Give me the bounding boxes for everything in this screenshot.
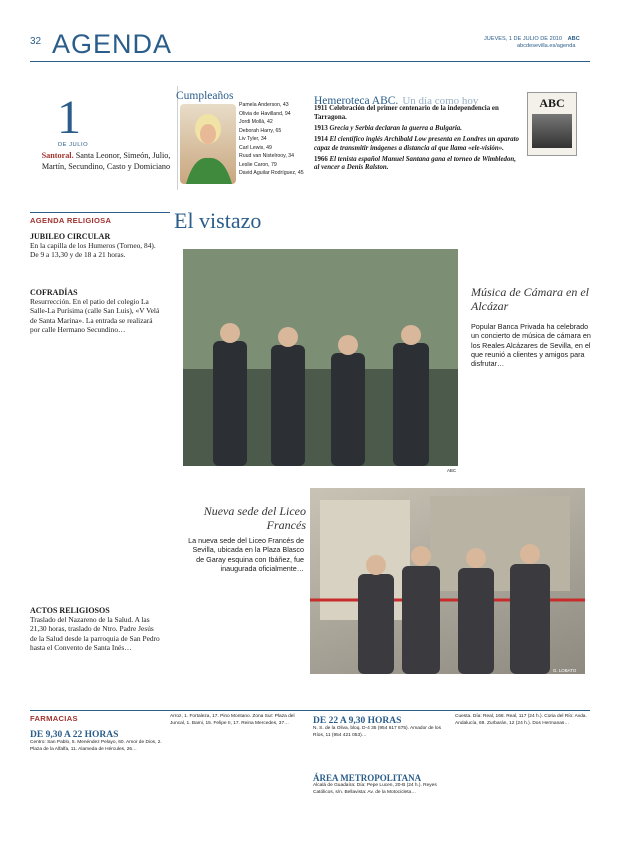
- birthday-item: Leslie Caron, 79: [239, 161, 277, 168]
- farmacias-title: FARMACIAS: [30, 714, 78, 723]
- birthday-item: Deborah Harry, 65: [239, 127, 282, 134]
- ribbon-photo-icon: [310, 488, 585, 674]
- hemeroteca-entry: [314, 125, 522, 134]
- farmacias-col4-text: Cuesta. Día: Real, 168. Real, 117 (24 h.). Coria del Río: Avda. Andalucía, 69. Zurbarán, 12 (24 h.). Dos Hermanas…: [455, 714, 587, 726]
- jubileo-text: En la capilla de los Humeros (Torneo, 84). De 9 a 13,30 y de 18 a 21 horas.: [30, 241, 156, 260]
- birthday-item: Liv Tyler, 34: [239, 136, 267, 142]
- section-title: AGENDA: [52, 29, 173, 59]
- clipping-logo: ABC: [539, 96, 565, 110]
- portrait-icon: [180, 104, 236, 184]
- farmacias-col1: [30, 730, 165, 753]
- hemeroteca-year: 1913: [314, 124, 328, 132]
- story1-text: Popular Banca Privada ha celebrado un concierto de música de cámara en los Reales Alcázares de Sevilla, en el que reunió a clientes y amigos para disfrutar…: [471, 322, 591, 369]
- cofradias-text: Resurrección. En el patio del colegio La Salle-La Purísima (calle San Luis), «V Velá de Santa Marina». La entrada se realizará por calle Hermano Secundino…: [30, 297, 160, 335]
- birthday-item: Carl Lewis, 49: [239, 144, 272, 151]
- header-rule: [30, 61, 590, 62]
- liceo-photo: [310, 488, 585, 674]
- clipping-photo: [532, 114, 572, 148]
- saints-label: Santoral.: [41, 151, 74, 160]
- hemeroteca-year: 1966: [314, 155, 328, 163]
- saints-text: Santa Leonor, Simeón, Julio, Martín, Secundino, Casto y Domiciano: [41, 151, 171, 171]
- hemeroteca-entry: [314, 136, 522, 154]
- farmacias-heading-metro: ÁREA METROPOLITANA: [313, 773, 422, 784]
- birthday-item: David Aguilar Rodríguez, 45: [239, 170, 304, 176]
- birthday-item: Pamela Anderson, 43: [239, 102, 289, 108]
- hemeroteca-text: Celebración del primer centenario de la independencia en Tarragona.: [314, 105, 499, 121]
- hemeroteca-entry: [314, 156, 522, 174]
- hemeroteca-year: 1914: [314, 135, 328, 143]
- birthday-list: [239, 101, 317, 178]
- birthday-item: Jordi Mollà, 42: [239, 119, 273, 125]
- birthday-item: Ruud van Nistelrooy, 34: [239, 153, 294, 159]
- farmacias-col3: [313, 716, 449, 796]
- farmacias-col3-text: N. S. de la Oliva, bloq. D-4 35 (954 617 675). Amador de los Ríos, 11 (954 421 053)…: [313, 726, 441, 738]
- farmacias-rule: [30, 710, 590, 711]
- jubileo-label: JUBILEO CIRCULAR: [30, 232, 111, 241]
- birthday-photo: [180, 104, 236, 184]
- jubileo-block: [30, 232, 162, 260]
- actos-block: [30, 606, 162, 653]
- farmacias-heading-night: DE 22 A 9,30 HORAS: [313, 716, 402, 726]
- story2-title: Nueva sede del Liceo Francés: [203, 504, 306, 532]
- agenda-section-title: AGENDA RELIGIOSA: [30, 216, 112, 225]
- saints-block: [38, 151, 174, 172]
- hemeroteca-entry: [314, 105, 522, 123]
- cofradias-label: COFRADÍAS: [30, 288, 78, 297]
- date-line: [484, 36, 580, 42]
- hemeroteca-list: [314, 105, 522, 173]
- agenda-top-rule: [30, 212, 170, 213]
- actos-text: Traslado del Nazareno de la Salud. A las 21,30 horas, traslado de Ntro. Padre Jesús de la Salud desde la parroquia de San Pedro hasta el Convento de Santa Inés…: [30, 615, 160, 653]
- header-paper: ABC: [567, 36, 580, 42]
- farmacias-col3-text2: Alcalá de Guadaíra: Día: Pepe Lucen, 20-B (24 h.). Reyes Católicos, s/n. Bellavista: Av. de la Motocicleta…: [313, 783, 437, 795]
- farmacias-col2: [170, 714, 306, 727]
- hemeroteca-text: Grecia y Serbia declaran la guerra a Bulgaria.: [329, 124, 462, 132]
- hemeroteca-year: 1911: [314, 105, 328, 112]
- hemeroteca-subtitle: Un día como hoy: [402, 95, 479, 107]
- hemeroteca-text: El tenista español Manuel Santana gana el torneo de Wimbledon, al vencer a Denis Ralston.: [314, 155, 516, 172]
- page-number: 32: [30, 36, 42, 47]
- birthdays-title: Cumpleaños: [176, 90, 234, 102]
- farmacias-heading-day: DE 9,30 A 22 HORAS: [30, 730, 119, 740]
- concert-photo-credit: ABC: [447, 468, 457, 473]
- farmacias-col1-text: Centro: San Pablo, 5. Menéndez Pelayo, 60. Amor de Dios, 2. Plaza de la Alfalfa, 11. Alameda de Hércules, 26…: [30, 740, 162, 752]
- actos-label: ACTOS RELIGIOSOS: [30, 606, 110, 615]
- birthday-item: Olivia de Havilland, 94: [239, 110, 291, 117]
- date-day: 1: [57, 91, 81, 144]
- hemeroteca-text: El científico inglés Archibald Low presenta en Londres un aparato capaz de transmitir imágenes a distancia al que llama «ele-visión».: [314, 135, 519, 152]
- liceo-photo-credit: G. LOBATO: [553, 668, 577, 673]
- date-month: DE JULIO: [58, 142, 89, 148]
- vistazo-title: El vistazo: [174, 208, 262, 233]
- header-date: JUEVES, 1 DE JULIO DE 2010: [484, 36, 563, 42]
- header-url[interactable]: abcdesevilla.es/agenda: [517, 43, 576, 49]
- cofradias-block: [30, 288, 162, 335]
- story2-text: La nueva sede del Liceo Francés de Sevilla, ubicada en la Plaza Blasco de Garay esquina con Ibáñez, fue inaugurada oficialmente…: [188, 536, 304, 573]
- farmacias-col2-text: Arroz, 1. Fortaleza, 17. Pino Montano. Zona Sur: Plaza del Juncal, 1. Bami, 15. Felipe II, 17. Reina Mercedes, 37…: [170, 714, 295, 726]
- hemeroteca-clipping: [527, 92, 577, 156]
- concert-photo: [183, 249, 458, 466]
- story1-title: Música de Cámara en el Alcázar: [471, 285, 589, 313]
- farmacias-col4: [455, 714, 591, 727]
- group-photo-icon: [183, 249, 458, 466]
- hemeroteca-title: Hemeroteca ABC.: [314, 95, 399, 107]
